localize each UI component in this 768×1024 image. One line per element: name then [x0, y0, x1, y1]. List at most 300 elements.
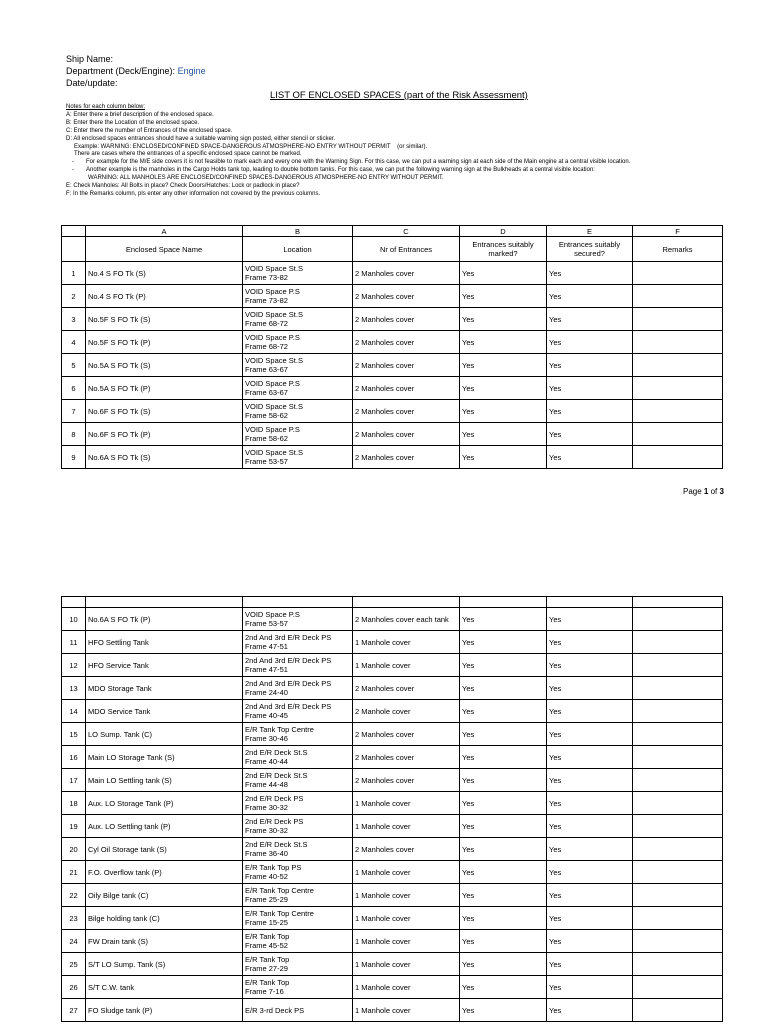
location-line-1: E/R Tank Top	[245, 932, 290, 941]
table-row	[62, 700, 723, 723]
space-name-cell	[86, 723, 243, 746]
row-number	[62, 815, 86, 838]
space-name-cell	[86, 331, 243, 354]
secured-cell	[547, 861, 633, 884]
secured-value: Yes	[549, 429, 562, 439]
space-name: FO Sludge tank (P)	[88, 1005, 153, 1015]
department-value: Engine	[177, 66, 206, 76]
column-header-row	[62, 237, 723, 262]
table-row	[62, 907, 723, 930]
space-name: No.5F S FO Tk (S)	[88, 314, 151, 324]
row-number	[62, 654, 86, 677]
row-number	[62, 953, 86, 976]
location-line-1: VOID Space P.S	[245, 425, 300, 434]
entrances-cell	[353, 354, 460, 377]
header-enclosed-space-name: Enclosed Space Name	[86, 237, 243, 262]
remarks-cell	[633, 746, 723, 769]
remarks-cell	[633, 907, 723, 930]
marked-cell	[460, 400, 547, 423]
secured-cell	[547, 308, 633, 331]
remarks-cell	[633, 631, 723, 654]
secured-value: Yes	[549, 913, 562, 923]
location-line-1: VOID Space St.S	[245, 356, 303, 365]
table-row	[62, 354, 723, 377]
page-current: 1	[703, 487, 709, 496]
space-name-cell	[86, 838, 243, 861]
page-prefix: Page	[683, 487, 704, 496]
space-name: S/T LO Sump. Tank (S)	[88, 959, 166, 969]
row-number-text: 23	[69, 913, 78, 923]
location-cell	[243, 262, 353, 285]
space-name-cell	[86, 746, 243, 769]
column-notes	[66, 104, 706, 199]
entrances-cell	[353, 907, 460, 930]
space-name-cell	[86, 654, 243, 677]
location-cell	[243, 700, 353, 723]
note-dash-1-text: For example for the M/E side covers it is not feasible to mark each and every one with the Warning Sign. For this case, we can put a warning sign at each side of the Main engine at a central visible location.	[86, 159, 631, 166]
row-number	[62, 446, 86, 469]
space-name: No.6A S FO Tk (S)	[88, 452, 151, 462]
entrances-cell	[353, 746, 460, 769]
entrances-cell	[353, 976, 460, 999]
space-name: HFO Settling Tank	[88, 637, 149, 647]
location-line-1: VOID Space St.S	[245, 402, 303, 411]
location-cell	[243, 654, 353, 677]
secured-cell	[547, 423, 633, 446]
note-c: C: Enter there the number of Entrances of the enclosed space.	[66, 127, 233, 134]
marked-value: Yes	[462, 452, 475, 462]
secured-value: Yes	[549, 660, 562, 670]
secured-cell	[547, 815, 633, 838]
secured-value: Yes	[549, 706, 562, 716]
header-nr-of-entrances: Nr of Entrances	[353, 237, 460, 262]
marked-value: Yes	[462, 383, 475, 393]
row-number	[62, 861, 86, 884]
space-name-cell	[86, 976, 243, 999]
space-name: LO Sump. Tank (C)	[88, 729, 153, 739]
table-row	[62, 423, 723, 446]
table-row	[62, 861, 723, 884]
secured-value: Yes	[549, 383, 562, 393]
page-total: 3	[719, 487, 724, 496]
entrances-text: 2 Manholes cover each tank	[355, 614, 449, 624]
entrances-cell	[353, 377, 460, 400]
marked-value: Yes	[462, 706, 475, 716]
entrances-cell	[353, 838, 460, 861]
space-name-cell	[86, 677, 243, 700]
row-number	[62, 769, 86, 792]
entrances-text: 2 Manholes cover	[355, 383, 415, 393]
marked-cell	[460, 861, 547, 884]
date-update-label: Date/update:	[66, 78, 118, 88]
space-name: Cyl Oil Storage tank (S)	[88, 844, 167, 854]
entrances-text: 1 Manhole cover	[355, 913, 411, 923]
location-cell	[243, 769, 353, 792]
remarks-cell	[633, 677, 723, 700]
marked-value: Yes	[462, 291, 475, 301]
location-line-2: Frame 44-48	[245, 780, 288, 789]
table-row	[62, 654, 723, 677]
location-cell	[243, 331, 353, 354]
marked-value: Yes	[462, 729, 475, 739]
department-line	[66, 65, 206, 77]
location-line-1: 2nd E/R Deck St.S	[245, 748, 308, 757]
marked-cell	[460, 654, 547, 677]
table-row	[62, 331, 723, 354]
location-line-2: Frame 58-62	[245, 411, 288, 420]
space-name-cell	[86, 792, 243, 815]
secured-cell	[547, 884, 633, 907]
note-dash-2-text: Another example is the manholes in the Cargo Holds tank top, leading to double bottom tanks. For this case, we can put the following warning sign at the Bulkheads at a central visible location:	[86, 167, 595, 174]
secured-cell	[547, 608, 633, 631]
marked-cell	[460, 792, 547, 815]
entrances-text: 2 Manholes cover	[355, 337, 415, 347]
space-name-cell	[86, 999, 243, 1022]
row-number-text: 24	[69, 936, 78, 946]
marked-value: Yes	[462, 660, 475, 670]
space-name: No.5A S FO Tk (P)	[88, 383, 151, 393]
secured-value: Yes	[549, 1005, 562, 1015]
row-number-text: 21	[69, 867, 78, 877]
location-line-1: E/R Tank Top PS	[245, 863, 302, 872]
remarks-cell	[633, 838, 723, 861]
marked-cell	[460, 746, 547, 769]
entrances-text: 1 Manhole cover	[355, 936, 411, 946]
space-name-cell	[86, 308, 243, 331]
row-number	[62, 930, 86, 953]
row-number-text: 14	[69, 706, 78, 716]
location-line-2: Frame 40-45	[245, 711, 288, 720]
page-number	[683, 487, 724, 496]
entrances-text: 2 Manholes cover	[355, 314, 415, 324]
row-number	[62, 999, 86, 1022]
secured-value: Yes	[549, 729, 562, 739]
note-f: F: In the Remarks column, pls enter any other information not covered by the previous columns.	[66, 190, 321, 197]
space-name-cell	[86, 907, 243, 930]
marked-value: Yes	[462, 314, 475, 324]
space-name-cell	[86, 930, 243, 953]
secured-value: Yes	[549, 637, 562, 647]
remarks-cell	[633, 861, 723, 884]
remarks-cell	[633, 446, 723, 469]
remarks-cell	[633, 953, 723, 976]
secured-cell	[547, 723, 633, 746]
row-number	[62, 838, 86, 861]
location-cell	[243, 677, 353, 700]
remarks-cell	[633, 999, 723, 1022]
entrances-cell	[353, 861, 460, 884]
marked-value: Yes	[462, 614, 475, 624]
location-cell	[243, 815, 353, 838]
marked-value: Yes	[462, 775, 475, 785]
entrances-cell	[353, 930, 460, 953]
row-number-text: 4	[71, 337, 76, 347]
ship-name-label: Ship Name:	[66, 54, 114, 64]
table-row	[62, 838, 723, 861]
row-number	[62, 377, 86, 400]
marked-value: Yes	[462, 913, 475, 923]
row-number	[62, 723, 86, 746]
entrances-text: 1 Manhole cover	[355, 1005, 411, 1015]
row-number-text: 1	[71, 268, 76, 278]
marked-value: Yes	[462, 844, 475, 854]
row-number	[62, 907, 86, 930]
secured-cell	[547, 262, 633, 285]
space-name-cell	[86, 354, 243, 377]
entrances-text: 2 Manholes cover	[355, 406, 415, 416]
location-cell	[243, 999, 353, 1022]
location-line-1: 2nd And 3rd E/R Deck PS	[245, 679, 332, 688]
remarks-cell	[633, 400, 723, 423]
location-cell	[243, 930, 353, 953]
remarks-cell	[633, 308, 723, 331]
location-line-1: VOID Space P.S	[245, 287, 300, 296]
space-name-cell	[86, 423, 243, 446]
location-line-2: Frame 40-52	[245, 872, 288, 881]
space-name: FW Drain tank (S)	[88, 936, 149, 946]
secured-value: Yes	[549, 683, 562, 693]
marked-value: Yes	[462, 268, 475, 278]
entrances-cell	[353, 262, 460, 285]
location-line-1: VOID Space St.S	[245, 310, 303, 319]
space-name: Bilge holding tank (C)	[88, 913, 160, 923]
entrances-cell	[353, 331, 460, 354]
entrances-text: 1 Manhole cover	[355, 821, 411, 831]
entrances-cell	[353, 631, 460, 654]
location-line-2: Frame 73-82	[245, 273, 288, 282]
location-line-1: VOID Space P.S	[245, 333, 300, 342]
remarks-cell	[633, 377, 723, 400]
location-line-1: VOID Space St.S	[245, 448, 303, 457]
remarks-cell	[633, 262, 723, 285]
marked-cell	[460, 953, 547, 976]
entrances-text: 2 Manholes cover	[355, 775, 415, 785]
secured-cell	[547, 377, 633, 400]
remarks-cell	[633, 331, 723, 354]
secured-cell	[547, 976, 633, 999]
remarks-cell	[633, 423, 723, 446]
entrances-text: 2 Manhole cover	[355, 706, 411, 716]
marked-cell	[460, 907, 547, 930]
space-name: No.4 S FO Tk (S)	[88, 268, 146, 278]
location-line-2: Frame 40-44	[245, 757, 288, 766]
row-number-text: 20	[69, 844, 78, 854]
location-line-2: Frame 63-67	[245, 365, 288, 374]
entrances-text: 2 Manholes cover	[355, 429, 415, 439]
table-row	[62, 377, 723, 400]
table-row	[62, 930, 723, 953]
page-of: of	[708, 487, 720, 496]
page-2-top-row	[62, 597, 723, 608]
secured-value: Yes	[549, 406, 562, 416]
remarks-cell	[633, 976, 723, 999]
department-label: Department (Deck/Engine):	[66, 66, 176, 76]
remarks-cell	[633, 354, 723, 377]
marked-value: Yes	[462, 360, 475, 370]
marked-value: Yes	[462, 982, 475, 992]
location-line-2: Frame 30-32	[245, 803, 288, 812]
remarks-cell	[633, 608, 723, 631]
secured-value: Yes	[549, 337, 562, 347]
marked-value: Yes	[462, 890, 475, 900]
location-line-1: 2nd E/R Deck PS	[245, 794, 304, 803]
entrances-text: 2 Manholes cover	[355, 683, 415, 693]
location-line-2: Frame 73-82	[245, 296, 288, 305]
location-line-1: E/R Tank Top	[245, 955, 290, 964]
space-name: Oily Bilge tank (C)	[88, 890, 149, 900]
location-line-2: Frame 47-51	[245, 642, 288, 651]
location-line-1: 2nd And 3rd E/R Deck PS	[245, 702, 332, 711]
marked-cell	[460, 285, 547, 308]
marked-cell	[460, 815, 547, 838]
secured-cell	[547, 792, 633, 815]
row-number	[62, 331, 86, 354]
enclosed-spaces-table-page-2	[61, 596, 723, 1022]
remarks-cell	[633, 815, 723, 838]
location-cell	[243, 377, 353, 400]
entrances-cell	[353, 446, 460, 469]
note-dash-2: - Another example is the manholes in the Cargo Holds tank top, leading to double bottom tanks. For this case, we can put the following warning sign at the Bulkheads at a central visible location:	[72, 167, 595, 174]
remarks-cell	[633, 700, 723, 723]
marked-value: Yes	[462, 337, 475, 347]
entrances-text: 2 Manholes cover	[355, 844, 415, 854]
secured-cell	[547, 400, 633, 423]
space-name: HFO Service Tank	[88, 660, 149, 670]
header-location: Location	[243, 237, 353, 262]
table-row	[62, 631, 723, 654]
remarks-cell	[633, 930, 723, 953]
row-number-text: 6	[71, 383, 76, 393]
marked-value: Yes	[462, 429, 475, 439]
space-name-cell	[86, 262, 243, 285]
marked-cell	[460, 446, 547, 469]
secured-cell	[547, 446, 633, 469]
secured-cell	[547, 631, 633, 654]
marked-cell	[460, 930, 547, 953]
document-title: LIST OF ENCLOSED SPACES (part of the Risk Assessment)	[270, 90, 528, 101]
row-number	[62, 608, 86, 631]
row-number	[62, 631, 86, 654]
location-line-2: Frame 58-62	[245, 434, 288, 443]
location-line-2: Frame 63-67	[245, 388, 288, 397]
enclosed-spaces-table-page-1	[61, 225, 723, 469]
table-row	[62, 400, 723, 423]
row-number	[62, 884, 86, 907]
marked-cell	[460, 976, 547, 999]
column-letter-row	[62, 226, 723, 237]
row-number	[62, 400, 86, 423]
location-cell	[243, 285, 353, 308]
row-number	[62, 976, 86, 999]
secured-value: Yes	[549, 360, 562, 370]
row-number-text: 5	[71, 360, 76, 370]
row-number-text: 16	[69, 752, 78, 762]
location-cell	[243, 423, 353, 446]
secured-value: Yes	[549, 844, 562, 854]
row-number-text: 18	[69, 798, 78, 808]
secured-value: Yes	[549, 752, 562, 762]
entrances-text: 1 Manhole cover	[355, 660, 411, 670]
secured-cell	[547, 654, 633, 677]
row-number-text: 3	[71, 314, 76, 324]
table-row	[62, 792, 723, 815]
entrances-cell	[353, 792, 460, 815]
row-number-text: 12	[69, 660, 78, 670]
table-row	[62, 262, 723, 285]
location-cell	[243, 861, 353, 884]
row-number-text: 10	[69, 614, 78, 624]
entrances-text: 2 Manholes cover	[355, 360, 415, 370]
note-d: D: All enclosed spaces entrances should have a suitable warning sign posted, either stencil or sticker.	[66, 135, 336, 142]
secured-value: Yes	[549, 291, 562, 301]
space-name: Aux. LO Settling tank (P)	[88, 821, 171, 831]
entrances-text: 1 Manhole cover	[355, 959, 411, 969]
entrances-cell	[353, 884, 460, 907]
space-name-cell	[86, 285, 243, 308]
column-letter-f: F	[633, 226, 723, 237]
location-line-2: Frame 36-40	[245, 849, 288, 858]
entrances-text: 2 Manholes cover	[355, 268, 415, 278]
location-cell	[243, 953, 353, 976]
space-name-cell	[86, 861, 243, 884]
marked-value: Yes	[462, 959, 475, 969]
marked-value: Yes	[462, 821, 475, 831]
note-a: A: Enter there a brief description of the enclosed space.	[66, 111, 214, 118]
space-name-cell	[86, 631, 243, 654]
secured-cell	[547, 930, 633, 953]
note-e: E: Check Manholes: All Bolts in place? Check Doors/Hatches: Lock or padlock in place?	[66, 183, 300, 190]
location-line-2: Frame 47-51	[245, 665, 288, 674]
entrances-cell	[353, 999, 460, 1022]
space-name-cell	[86, 884, 243, 907]
note-warning-text: WARNING: ALL MANHOLES ARE ENCLOSED/CONFINED SPACES-DANGEROUS ATMOSPHERE-NO ENTRY WITHOUT PERMIT.	[88, 175, 444, 182]
header-remarks: Remarks	[633, 237, 723, 262]
marked-value: Yes	[462, 683, 475, 693]
marked-value: Yes	[462, 752, 475, 762]
space-name: Main LO Storage Tank (S)	[88, 752, 175, 762]
location-cell	[243, 907, 353, 930]
entrances-cell	[353, 608, 460, 631]
space-name: No.4 S FO Tk (P)	[88, 291, 146, 301]
marked-cell	[460, 423, 547, 446]
table-row	[62, 446, 723, 469]
marked-value: Yes	[462, 637, 475, 647]
space-name-cell	[86, 377, 243, 400]
location-cell	[243, 446, 353, 469]
location-line-1: E/R Tank Top Centre	[245, 909, 314, 918]
marked-cell	[460, 262, 547, 285]
marked-cell	[460, 723, 547, 746]
location-cell	[243, 976, 353, 999]
row-number-text: 25	[69, 959, 78, 969]
entrances-cell	[353, 308, 460, 331]
note-dash-1: - For example for the M/E side covers it is not feasible to mark each and every one with the Warning Sign. For this case, we can put a warning sign at each side of the Main engine at a central visible location.	[72, 159, 631, 166]
space-name: MDO Storage Tank	[88, 683, 152, 693]
location-cell	[243, 308, 353, 331]
space-name-cell	[86, 815, 243, 838]
secured-value: Yes	[549, 867, 562, 877]
entrances-cell	[353, 815, 460, 838]
location-line-2: Frame 68-72	[245, 319, 288, 328]
marked-cell	[460, 308, 547, 331]
column-letter-c: C	[353, 226, 460, 237]
column-letter-e: E	[547, 226, 633, 237]
secured-value: Yes	[549, 314, 562, 324]
entrances-text: 2 Manholes cover	[355, 452, 415, 462]
secured-cell	[547, 677, 633, 700]
row-number	[62, 354, 86, 377]
secured-value: Yes	[549, 821, 562, 831]
